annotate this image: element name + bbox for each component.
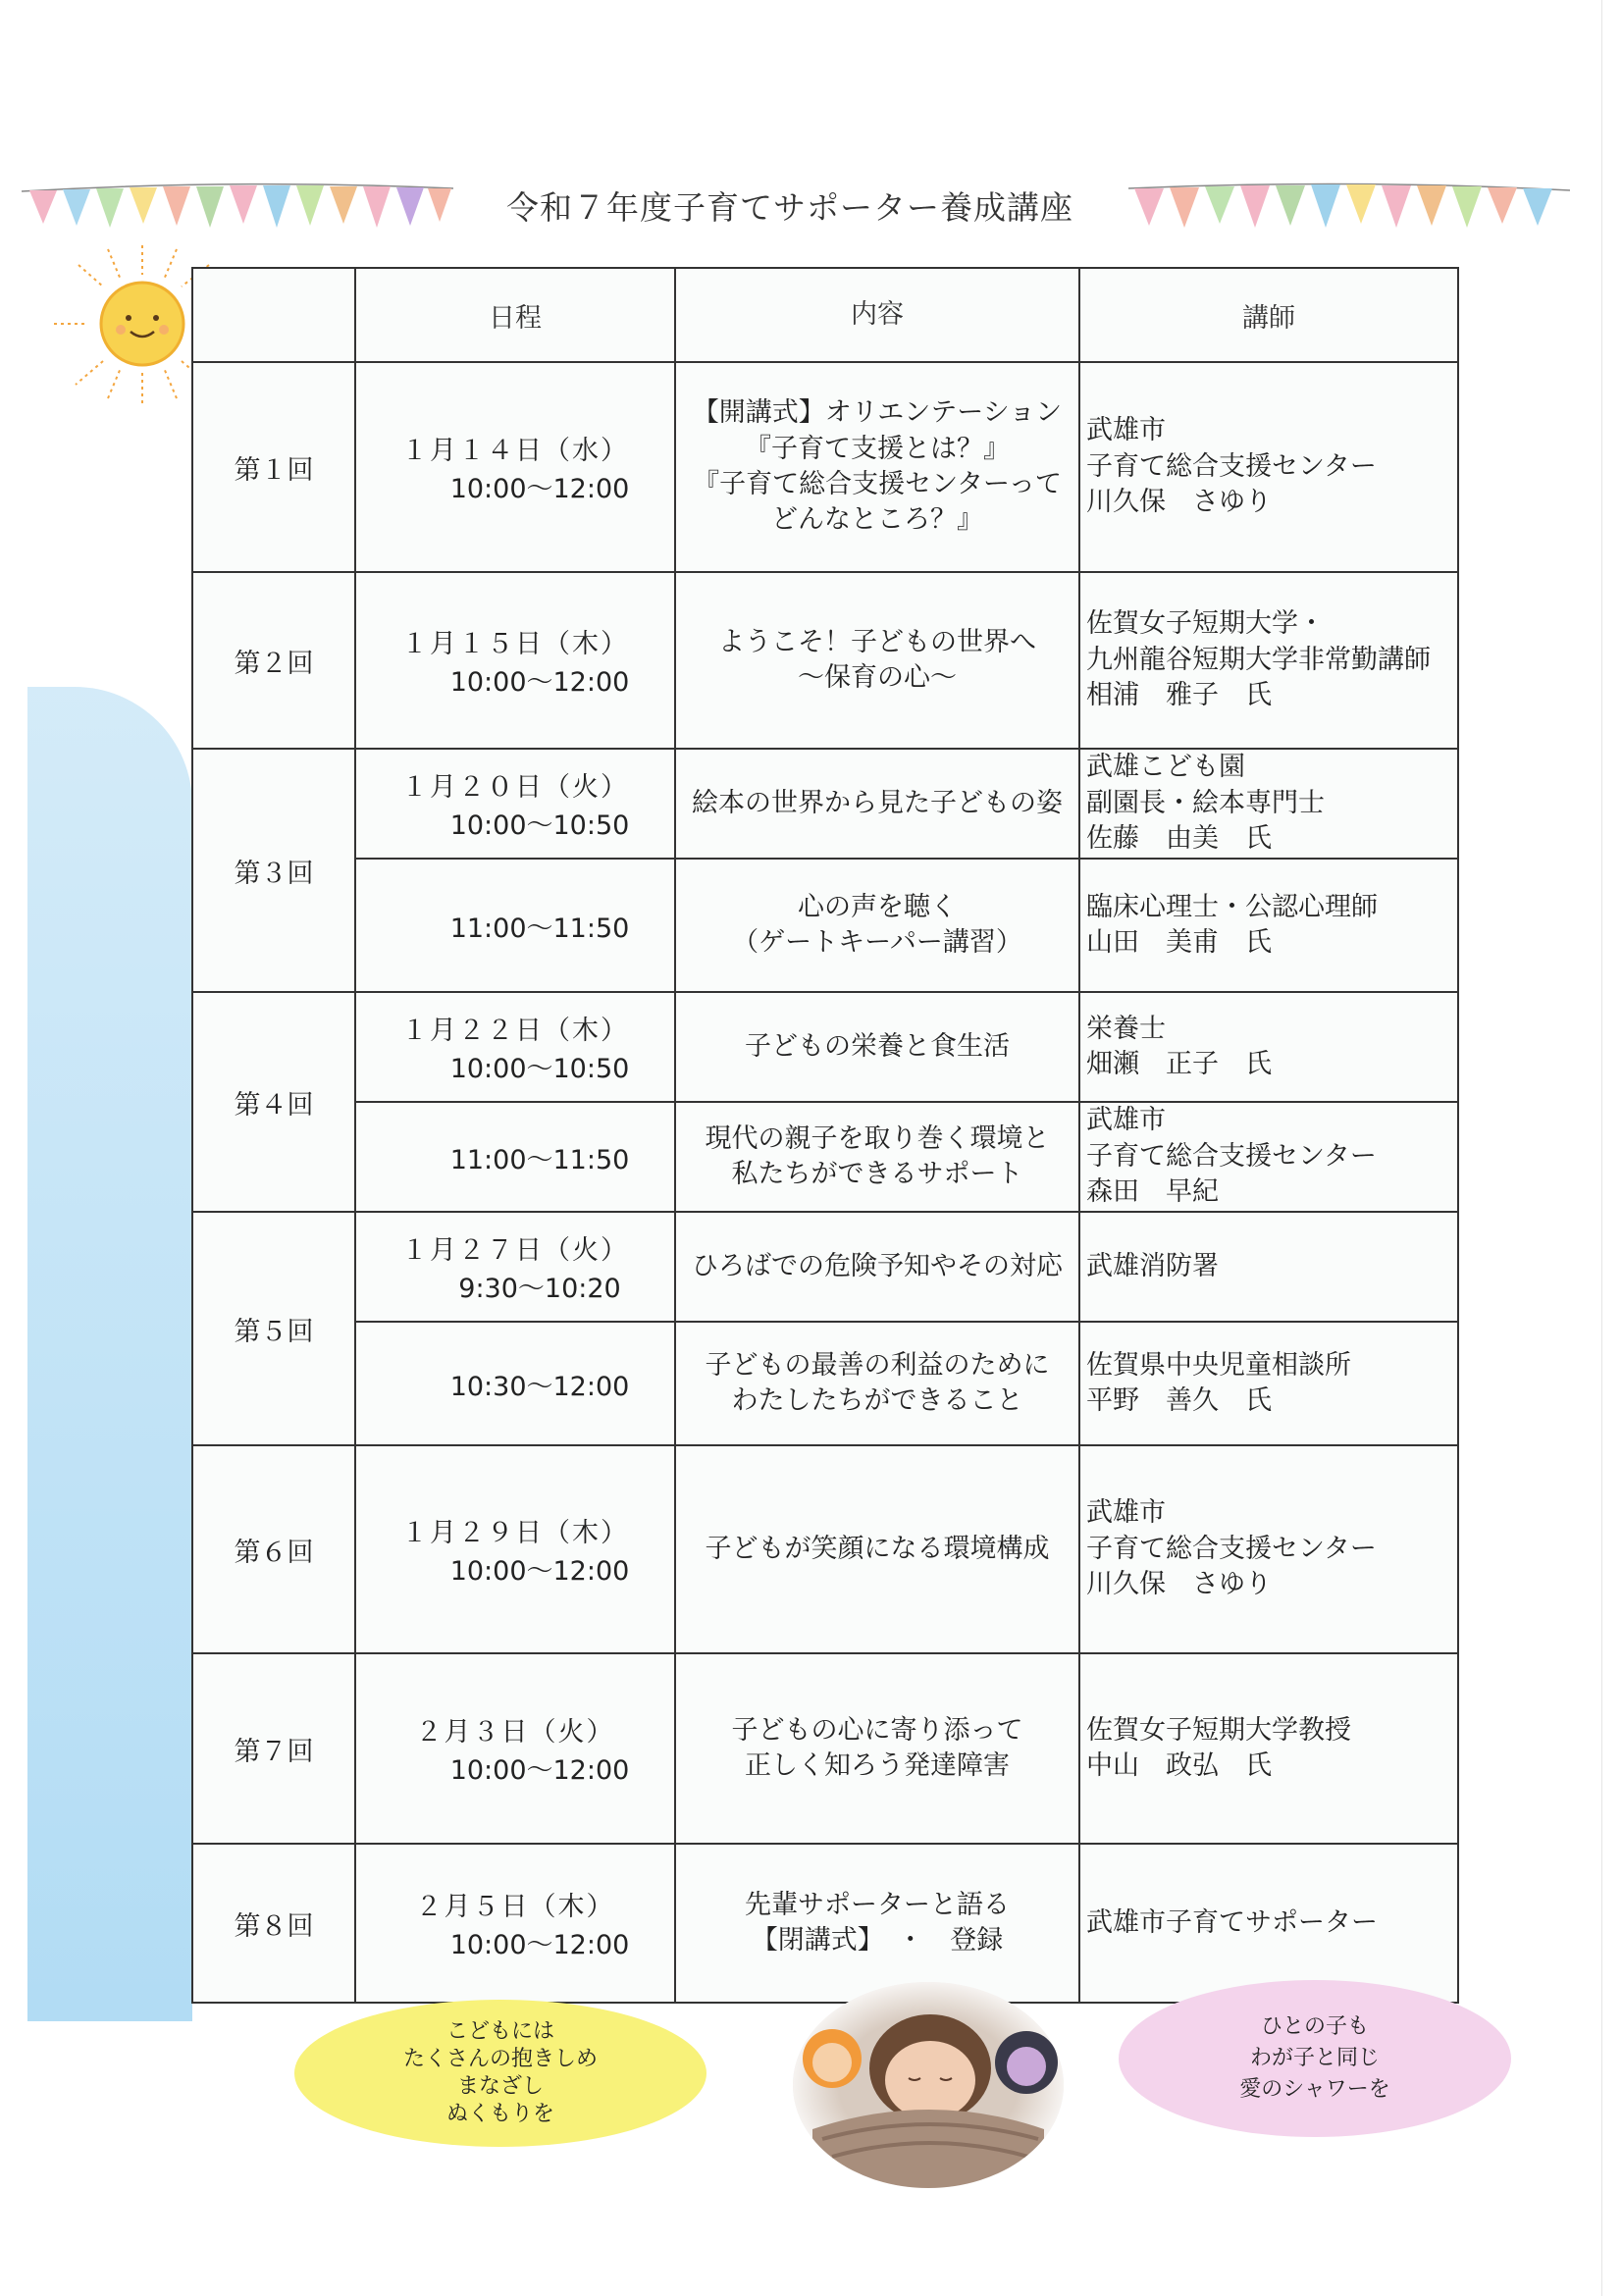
message-line: たくさんの抱きしめ	[402, 2047, 598, 2071]
message-yellow-bubble	[294, 2000, 706, 2147]
date-day: １月２７日（火）	[401, 1235, 629, 1266]
date-cell	[355, 859, 675, 992]
content-cell	[675, 992, 1079, 1102]
table-row	[192, 1322, 1458, 1445]
content-line: 子どもの栄養と食生活	[745, 1030, 1010, 1062]
table-row	[192, 992, 1458, 1102]
date-time: 10:00～12:00	[449, 1930, 630, 1960]
teacher-line: 栄養士	[1086, 1013, 1166, 1044]
teacher-line: 子育て総合支援センター	[1086, 450, 1377, 482]
table-row	[192, 1653, 1458, 1844]
date-time: 10:00～12:00	[449, 1556, 630, 1587]
content-line: 子どもの心に寄り添って	[731, 1714, 1023, 1746]
date-cell	[355, 362, 675, 572]
content-cell	[675, 362, 1079, 572]
teacher-cell	[1079, 1212, 1458, 1322]
content-line: 【開講式】オリエンテーション	[692, 397, 1063, 429]
teacher-cell	[1079, 992, 1458, 1102]
teacher-cell	[1079, 859, 1458, 992]
teacher-line: 武雄市	[1086, 1105, 1166, 1136]
date-cell	[355, 1212, 675, 1322]
round-cell: 第１回	[192, 362, 355, 572]
round-cell: 第７回	[192, 1653, 355, 1844]
date-day: １月１５日（木）	[401, 629, 629, 659]
teacher-line: 九州龍谷短期大学非常勤講師	[1086, 644, 1431, 675]
content-line: わたしたちができること	[731, 1385, 1023, 1416]
date-day: １月１４日（水）	[401, 436, 629, 466]
date-time: 11:00～11:50	[449, 1144, 630, 1175]
message-line: こどもには	[445, 2019, 554, 2044]
page-edge	[1601, 0, 1602, 2296]
content-line: 絵本の世界から見た子どもの姿	[692, 787, 1063, 818]
teacher-line: 中山 政弘 氏	[1086, 1750, 1272, 1781]
round-cell: 第３回	[192, 749, 355, 992]
teacher-line: 平野 善久 氏	[1086, 1385, 1272, 1416]
date-day: １月２０日（火）	[401, 772, 629, 803]
content-cell	[675, 1102, 1079, 1212]
content-line: 『子育て支援とは？』	[745, 433, 1010, 464]
round-cell: 第２回	[192, 572, 355, 749]
message-line: 愛のシャワーを	[1239, 2077, 1390, 2102]
blue-decorative-band	[27, 687, 192, 2021]
date-time: 10:00～12:00	[449, 474, 630, 504]
header-content: 内容	[675, 268, 1079, 362]
bunting-right-decoration	[1128, 177, 1570, 255]
teacher-line: 川久保 さゆり	[1086, 1569, 1272, 1600]
date-day: ２月５日（木）	[415, 1892, 615, 1922]
content-line: ひろばでの危険予知やその対応	[692, 1250, 1063, 1281]
content-line: 『子育て総合支援センターって	[693, 469, 1062, 499]
content-line: ～保育の心～	[798, 662, 957, 693]
round-cell: 第５回	[192, 1212, 355, 1445]
content-cell	[675, 749, 1079, 859]
teacher-cell	[1079, 1844, 1458, 2003]
content-line: 【閉講式】 ・ 登録	[751, 1925, 1004, 1956]
table-header-row	[192, 268, 1458, 362]
teacher-line: 武雄こども園	[1086, 752, 1245, 783]
message-pink-bubble	[1119, 1980, 1511, 2137]
content-line: 子どもの最善の利益のために	[705, 1349, 1050, 1381]
table-row	[192, 1844, 1458, 2003]
table-row	[192, 1445, 1458, 1653]
table-row	[192, 859, 1458, 992]
content-line: どんなところ？』	[771, 504, 983, 536]
message-line: わが子と同じ	[1249, 2046, 1380, 2070]
date-cell	[355, 1653, 675, 1844]
date-day: １月２９日（木）	[401, 1518, 629, 1548]
teacher-line: 子育て総合支援センター	[1086, 1140, 1377, 1172]
teacher-line: 佐賀女子短期大学教授	[1086, 1714, 1351, 1746]
teacher-cell	[1079, 572, 1458, 749]
teacher-cell	[1079, 362, 1458, 572]
date-time: 10:00～10:50	[449, 1054, 630, 1084]
teacher-line: 山田 美甫 氏	[1086, 927, 1272, 958]
teacher-line: 臨床心理士・公認心理師	[1086, 891, 1378, 922]
teacher-line: 佐賀県中央児童相談所	[1086, 1349, 1351, 1381]
teacher-line: 佐藤 由美 氏	[1086, 823, 1272, 855]
teacher-cell	[1079, 1322, 1458, 1445]
round-cell: 第６回	[192, 1445, 355, 1653]
content-line: ようこそ！子どもの世界へ	[718, 626, 1036, 657]
content-cell	[675, 1212, 1079, 1322]
teacher-cell	[1079, 1102, 1458, 1212]
date-cell	[355, 1445, 675, 1653]
content-cell	[675, 1653, 1079, 1844]
date-cell	[355, 992, 675, 1102]
content-line: 私たちができるサポート	[731, 1159, 1023, 1189]
header-round	[192, 268, 355, 362]
content-cell	[675, 859, 1079, 992]
content-cell	[675, 1844, 1079, 2003]
date-time: 10:00～12:00	[449, 1755, 630, 1786]
table-row	[192, 362, 1458, 572]
header-date: 日程	[355, 268, 675, 362]
date-cell	[355, 749, 675, 859]
message-line: ひとの子も	[1260, 2014, 1369, 2039]
date-day: １月２２日（木）	[401, 1016, 629, 1046]
teacher-line: 武雄市	[1086, 1497, 1166, 1529]
table-row	[192, 1102, 1458, 1212]
teacher-line: 子育て総合支援センター	[1086, 1533, 1377, 1564]
date-cell	[355, 572, 675, 749]
date-time: 10:00～12:00	[449, 667, 630, 698]
message-line: まなざし	[456, 2074, 544, 2099]
round-cell: 第４回	[192, 992, 355, 1212]
date-time: 11:00～11:50	[449, 913, 630, 944]
teacher-line: 武雄市	[1086, 415, 1166, 446]
date-cell	[355, 1102, 675, 1212]
teacher-line: 相浦 雅子 氏	[1086, 680, 1272, 711]
teacher-line: 佐賀女子短期大学・	[1086, 608, 1325, 640]
teacher-cell	[1079, 1445, 1458, 1653]
teacher-line: 武雄消防署	[1086, 1250, 1219, 1281]
content-cell	[675, 1445, 1079, 1653]
content-cell	[675, 572, 1079, 749]
content-line: 子どもが笑顔になる環境構成	[705, 1533, 1050, 1564]
content-line: 先輩サポーターと語る	[745, 1889, 1010, 1920]
teacher-line: 畑瀬 正子 氏	[1086, 1049, 1272, 1079]
round-cell: 第８回	[192, 1844, 355, 2003]
sleeping-child-photo	[793, 1982, 1064, 2188]
date-cell	[355, 1844, 675, 2003]
teacher-line: 武雄市子育てサポーター	[1086, 1906, 1378, 1938]
header-teacher: 講師	[1079, 268, 1458, 362]
teacher-line: 森田 早紀	[1086, 1176, 1219, 1208]
message-line: ぬくもりを	[445, 2102, 554, 2126]
table-row	[192, 749, 1458, 859]
content-cell	[675, 1322, 1079, 1445]
date-time: 9:30～10:20	[458, 1274, 621, 1304]
page-title: 令和７年度子育てサポーター養成講座	[506, 188, 1073, 227]
teacher-line: 川久保 さゆり	[1086, 487, 1272, 518]
content-line: 現代の親子を取り巻く環境と	[705, 1122, 1050, 1154]
content-line: 正しく知ろう発達障害	[745, 1750, 1010, 1781]
table-row	[192, 572, 1458, 749]
content-line: 心の声を聴く	[798, 891, 957, 922]
teacher-line: 副園長・絵本専門士	[1086, 787, 1325, 818]
teacher-cell	[1079, 749, 1458, 859]
teacher-cell	[1079, 1653, 1458, 1844]
content-line: （ゲートキーパー講習）	[732, 927, 1022, 958]
date-time: 10:00～10:50	[449, 810, 630, 841]
date-time: 10:30～12:00	[449, 1371, 630, 1402]
date-cell	[355, 1322, 675, 1445]
date-day: ２月３日（火）	[415, 1717, 615, 1748]
table-row	[192, 1212, 1458, 1322]
schedule-table	[191, 267, 1459, 2004]
